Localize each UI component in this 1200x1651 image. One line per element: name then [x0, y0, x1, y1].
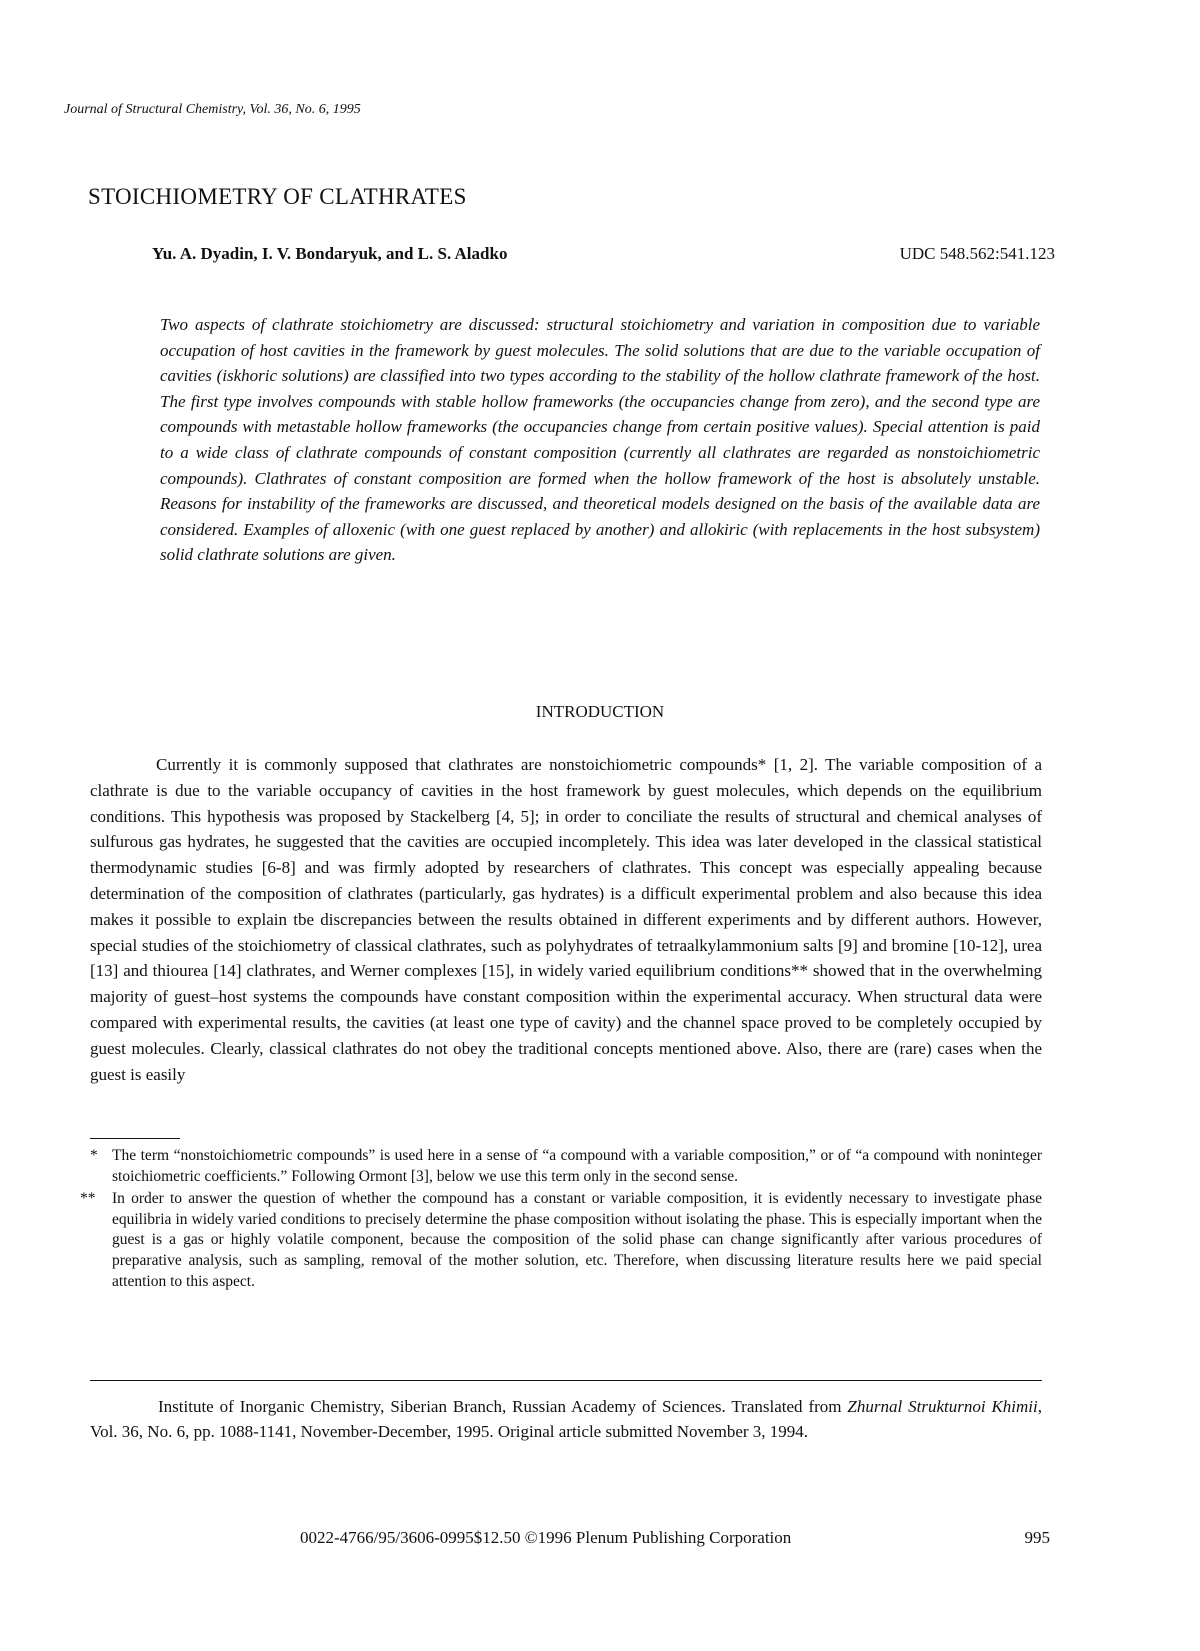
intro-paragraph: Currently it is commonly supposed that clathrates are nonstoichiometric compounds* [1, 2]. The variable composition of a clathrate is due to the variable occupancy of cavities in the host framework by guest molecules, which depends on the equilibrium conditions. This hypothesis was proposed by Stackelberg [4, 5]; in order to conciliate the results of structural and chemical analyses of sulfurous gas hydrates, he suggested that the cavities are occupied incompletely. This idea was later developed in the classical statistical thermodynamic studies [6-8] and was firmly adopted by researchers of clathrates. This concept was especially appealing because determination of the composition of clathrates (particularly, gas hydrates) is a difficult experimental problem and also because this idea makes it possible to explain tbe discrepancies between the results obtained in different experiments and by different authors. However, special studies of the stoichiometry of classical clathrates, such as polyhydrates of tetraalkylammonium salts [9] and bromine [10-12], urea [13] and thiourea [14] clathrates, and Werner complexes [15], in widely varied equilibrium conditions** showed that in the overwhelming majority of guest–host systems the compounds have constant composition within the experimental accuracy. When structural data were compared with experimental results, the cavities (at least one type of cavity) and the channel space proved to be completely occupied by guest molecules. Clearly, classical clathrates do not obey the traditional concepts mentioned above. Also, there are (rare) cases when the guest is easily: [90, 755, 1042, 1084]
footnote: [90, 1146, 1042, 1187]
journal-citation: Journal of Structural Chemistry, Vol. 36, No. 6, 1995: [64, 102, 361, 117]
footnotes: [80, 1146, 1042, 1294]
udc-code: UDC 548.562:541.123: [899, 244, 1055, 263]
copyright-line: 0022-4766/95/3606-0995$12.50 ©1996 Plenum Publishing Corporation: [300, 1528, 792, 1547]
article-title: STOICHIOMETRY OF CLATHRATES: [88, 184, 467, 209]
affiliation-text-post: , Vol. 36, No. 6, pp. 1088-1141, November-December, 1995. Original article submitted November 3, 1994.: [90, 1397, 1043, 1441]
footnote-divider: [90, 1138, 180, 1139]
affiliation-note: [90, 1394, 1042, 1444]
section-heading: INTRODUCTION: [535, 702, 665, 721]
footnote-text: In order to answer the question of whether the compound has a constant or variable composition, it is evidently necessary to investigate phase equilibria in widely varied conditions to precisely determine the phase composition without isolating the phase. This is especially important when the guest is a gas or highly volatile component, because the composition of the solid phase can change significantly after various procedures of preparative analysis, such as sampling, removal of the mother solution, etc. Therefore, when discussing literature results here we paid special attention to this aspect.: [112, 1190, 1042, 1290]
page-number: 995: [1024, 1528, 1050, 1547]
footnote: [80, 1189, 1042, 1292]
footnote-text: The term “nonstoichiometric compounds” is used here in a sense of “a compound with a variable composition,” or of “a compound with noninteger stoichiometric coefficients.” Following Ormont [3], below we use this term only in the second sense.: [112, 1147, 1042, 1185]
footnote-mark: *: [90, 1147, 98, 1164]
source-journal-name: Zhurnal Strukturnoi Khimii: [847, 1397, 1038, 1416]
affiliation-divider: [90, 1380, 1042, 1381]
footnote-mark: **: [80, 1190, 96, 1208]
affiliation-text-pre: Institute of Inorganic Chemistry, Siberian Branch, Russian Academy of Sciences. Translated from: [158, 1397, 848, 1416]
abstract: Two aspects of clathrate stoichiometry are discussed: structural stoichiometry and variation in composition due to variable occupation of host cavities in the framework by guest molecules. The solid solutions that are due to the variable occupation of cavities (iskhoric solutions) are classified into two types according to the stability of the hollow clathrate framework of the host. The first type involves compounds with stable hollow frameworks (the occupancies change from zero), and the second type are compounds with metastable hollow frameworks (the occupancies change from certain positive values). Special attention is paid to a wide class of clathrate compounds of constant composition (currently all clathrates are regarded as nonstoichiometric compounds). Clathrates of constant composition are formed when the hollow framework of the host is absolutely unstable. Reasons for instability of the frameworks are discussed, and theoretical models designed on the basis of the available data are considered. Examples of alloxenic (with one guest replaced by another) and allokiric (with replacements in the host subsystem) solid clathrate solutions are given.: [160, 315, 1040, 565]
author-list: Yu. A. Dyadin, I. V. Bondaryuk, and L. S. Aladko: [152, 244, 508, 263]
